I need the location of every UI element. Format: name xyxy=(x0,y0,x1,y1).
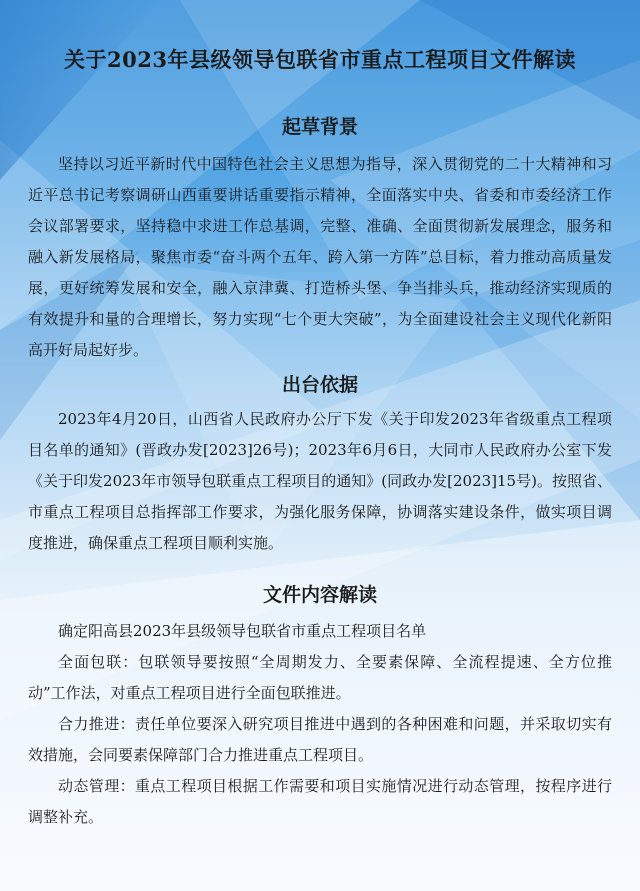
section-paragraph-basis: 2023年4月20日，山西省人民政府办公厅下发《关于印发2023年省级重点工程项目名单的通知》(晋政办发[2023]26号)；2023年6月6日，大同市人民政府办公室下发《关于印发2023年市领导包联重点工程项目的通知》(同政办发[2023]15号)。按照省、市重点工程项目总指挥部工作要求，为强化服务保障，协调落实建设条件，做实项目调度推进，确保重点工程项目顺利实施。 xyxy=(28,410,612,552)
interpretation-item: 合力推进：责任单位要深入研究项目推进中遇到的各种困难和问题，并采取切实有效措施，会同要素保障部门合力推进重点工程项目。 xyxy=(28,715,612,764)
document-title: 关于2023年县级领导包联省市重点工程项目文件解读 xyxy=(64,47,576,72)
interpretation-item: 全面包联：包联领导要按照“全周期发力、全要素保障、全流程提速、全方位推动”工作法，对重点工程项目进行全面包联推进。 xyxy=(28,653,612,702)
interpretation-item: 确定阳高县2023年县级领导包联省市重点工程项目名单 xyxy=(58,622,427,640)
section-paragraph-background: 坚持以习近平新时代中国特色社会主义思想为指导，深入贯彻党的二十大精神和习近平总书记考察调研山西重要讲话重要指示精神，全面落实中央、省委和市委经济工作会议部署要求，坚持稳中求进工作总基调，完整、准确、全面贯彻新发展理念，服务和融入新发展格局，聚焦市委“奋斗两个五年、跨入第一方阵”总目标，着力推动高质量发展，更好统筹发展和安全，融入京津冀、打造桥头堡、争当排头兵，推动经济实现质的有效提升和量的合理增长，努力实现“七个更大突破”，为全面建设社会主义现代化新阳高开好局起好步。 xyxy=(28,155,612,359)
section-heading-background: 起草背景 xyxy=(281,116,358,138)
interpretation-item: 动态管理：重点工程项目根据工作需要和项目实施情况进行动态管理，按程序进行调整补充。 xyxy=(28,777,612,826)
section-heading-basis: 出台依据 xyxy=(281,374,358,396)
section-heading-interpretation: 文件内容解读 xyxy=(262,584,377,606)
